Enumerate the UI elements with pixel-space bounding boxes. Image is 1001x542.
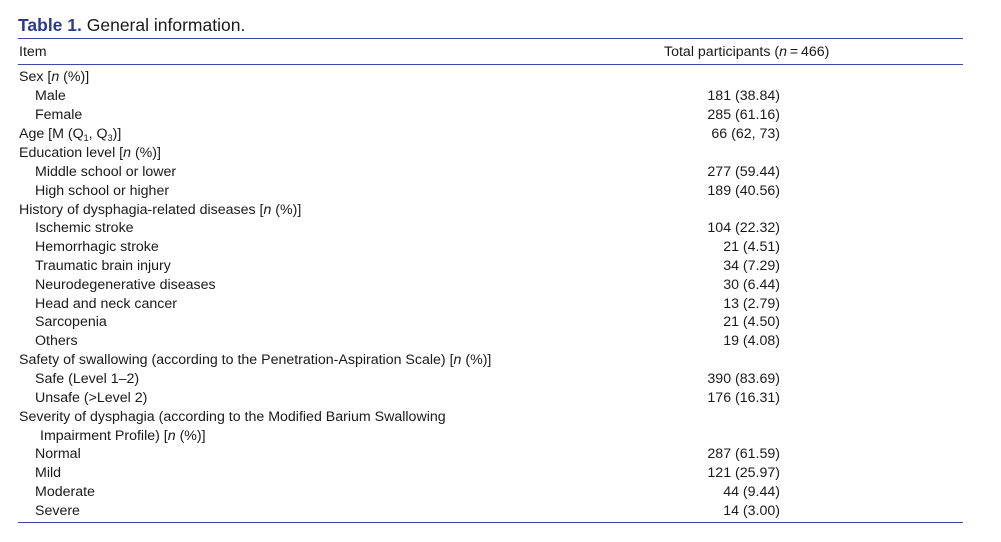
row-label: Neurodegenerative diseases	[35, 277, 216, 293]
row-label: Others	[35, 333, 78, 349]
table-row	[0, 87, 1001, 106]
row-label: Head and neck cancer	[35, 296, 177, 312]
table-row	[0, 276, 1001, 295]
table-caption	[18, 14, 245, 36]
table-row	[0, 257, 1001, 276]
row-value: 21 (4.51)	[723, 239, 780, 255]
column-header-item-text: Item	[19, 44, 47, 60]
row-value: 34 (7.29)	[723, 258, 780, 274]
table-row	[0, 163, 1001, 182]
row-label: Male	[35, 88, 66, 104]
row-label: Safety of swallowing (according to the Penetration-Aspiration Scale) [n (%)]	[19, 352, 492, 368]
row-label: Normal	[35, 446, 81, 462]
row-label: Education level [n (%)]	[19, 145, 161, 161]
row-label: Middle school or lower	[35, 164, 177, 180]
row-value: 189 (40.56)	[707, 183, 780, 199]
top-rule	[18, 38, 963, 39]
row-value: 19 (4.08)	[723, 333, 780, 349]
table-row	[0, 238, 1001, 257]
table-row	[0, 483, 1001, 502]
column-header-total	[664, 42, 829, 62]
row-label: Sex [n (%)]	[19, 69, 90, 85]
table-row	[0, 68, 1001, 87]
row-value: 181 (38.84)	[707, 88, 780, 104]
row-label: Female	[35, 107, 83, 123]
table-title: General information.	[86, 15, 246, 35]
row-label: Ischemic stroke	[35, 220, 134, 236]
table-row	[0, 125, 1001, 144]
column-header-item	[19, 42, 47, 62]
row-value: 390 (83.69)	[707, 371, 780, 387]
table-row	[0, 332, 1001, 351]
table-row	[0, 201, 1001, 220]
row-value: 14 (3.00)	[723, 503, 780, 519]
row-value: 66 (62, 73)	[711, 126, 780, 142]
row-value: 30 (6.44)	[723, 277, 780, 293]
table-row	[0, 464, 1001, 483]
table-row	[0, 106, 1001, 125]
row-label: Sarcopenia	[35, 314, 107, 330]
table-row	[0, 351, 1001, 370]
table-row	[0, 408, 1001, 427]
row-value: 176 (16.31)	[707, 390, 780, 406]
table-row	[0, 427, 1001, 446]
table-row	[0, 219, 1001, 238]
table-row	[0, 445, 1001, 464]
row-value: 104 (22.32)	[707, 220, 780, 236]
row-value: 287 (61.59)	[707, 446, 780, 462]
column-header-total-text: Total participants (n = 466)	[664, 44, 830, 60]
table-row	[0, 313, 1001, 332]
row-value: 121 (25.97)	[707, 465, 780, 481]
table-row	[0, 295, 1001, 314]
table-row	[0, 389, 1001, 408]
row-value: 44 (9.44)	[723, 484, 780, 500]
table-row	[0, 144, 1001, 163]
table-number: Table 1.	[18, 15, 82, 35]
row-label: Safe (Level 1–2)	[35, 371, 140, 387]
row-label: Age [M ($Q_1$, $Q_3$)]	[19, 126, 122, 143]
table-row	[0, 502, 1001, 521]
row-value: 277 (59.44)	[707, 164, 780, 180]
row-label: Traumatic brain injury	[35, 258, 171, 274]
row-label: Unsafe (>Level 2)	[35, 390, 148, 406]
row-label: Severe	[35, 503, 80, 519]
row-value: 285 (61.16)	[707, 107, 780, 123]
row-value: 21 (4.50)	[723, 314, 780, 330]
table-row	[0, 370, 1001, 389]
table-row	[0, 182, 1001, 201]
header-rule	[18, 64, 963, 65]
row-label: Moderate	[35, 484, 95, 500]
row-label: Severity of dysphagia (according to the Modified Barium Swallowing	[19, 409, 446, 425]
row-label: Mild	[35, 465, 62, 481]
bottom-rule	[18, 522, 963, 523]
row-label: Hemorrhagic stroke	[35, 239, 159, 255]
row-label: Impairment Profile) [n (%)]	[40, 428, 206, 444]
row-label: History of dysphagia-related diseases [n (%)]	[19, 202, 302, 218]
row-label: High school or higher	[35, 183, 170, 199]
row-value: 13 (2.79)	[723, 296, 780, 312]
